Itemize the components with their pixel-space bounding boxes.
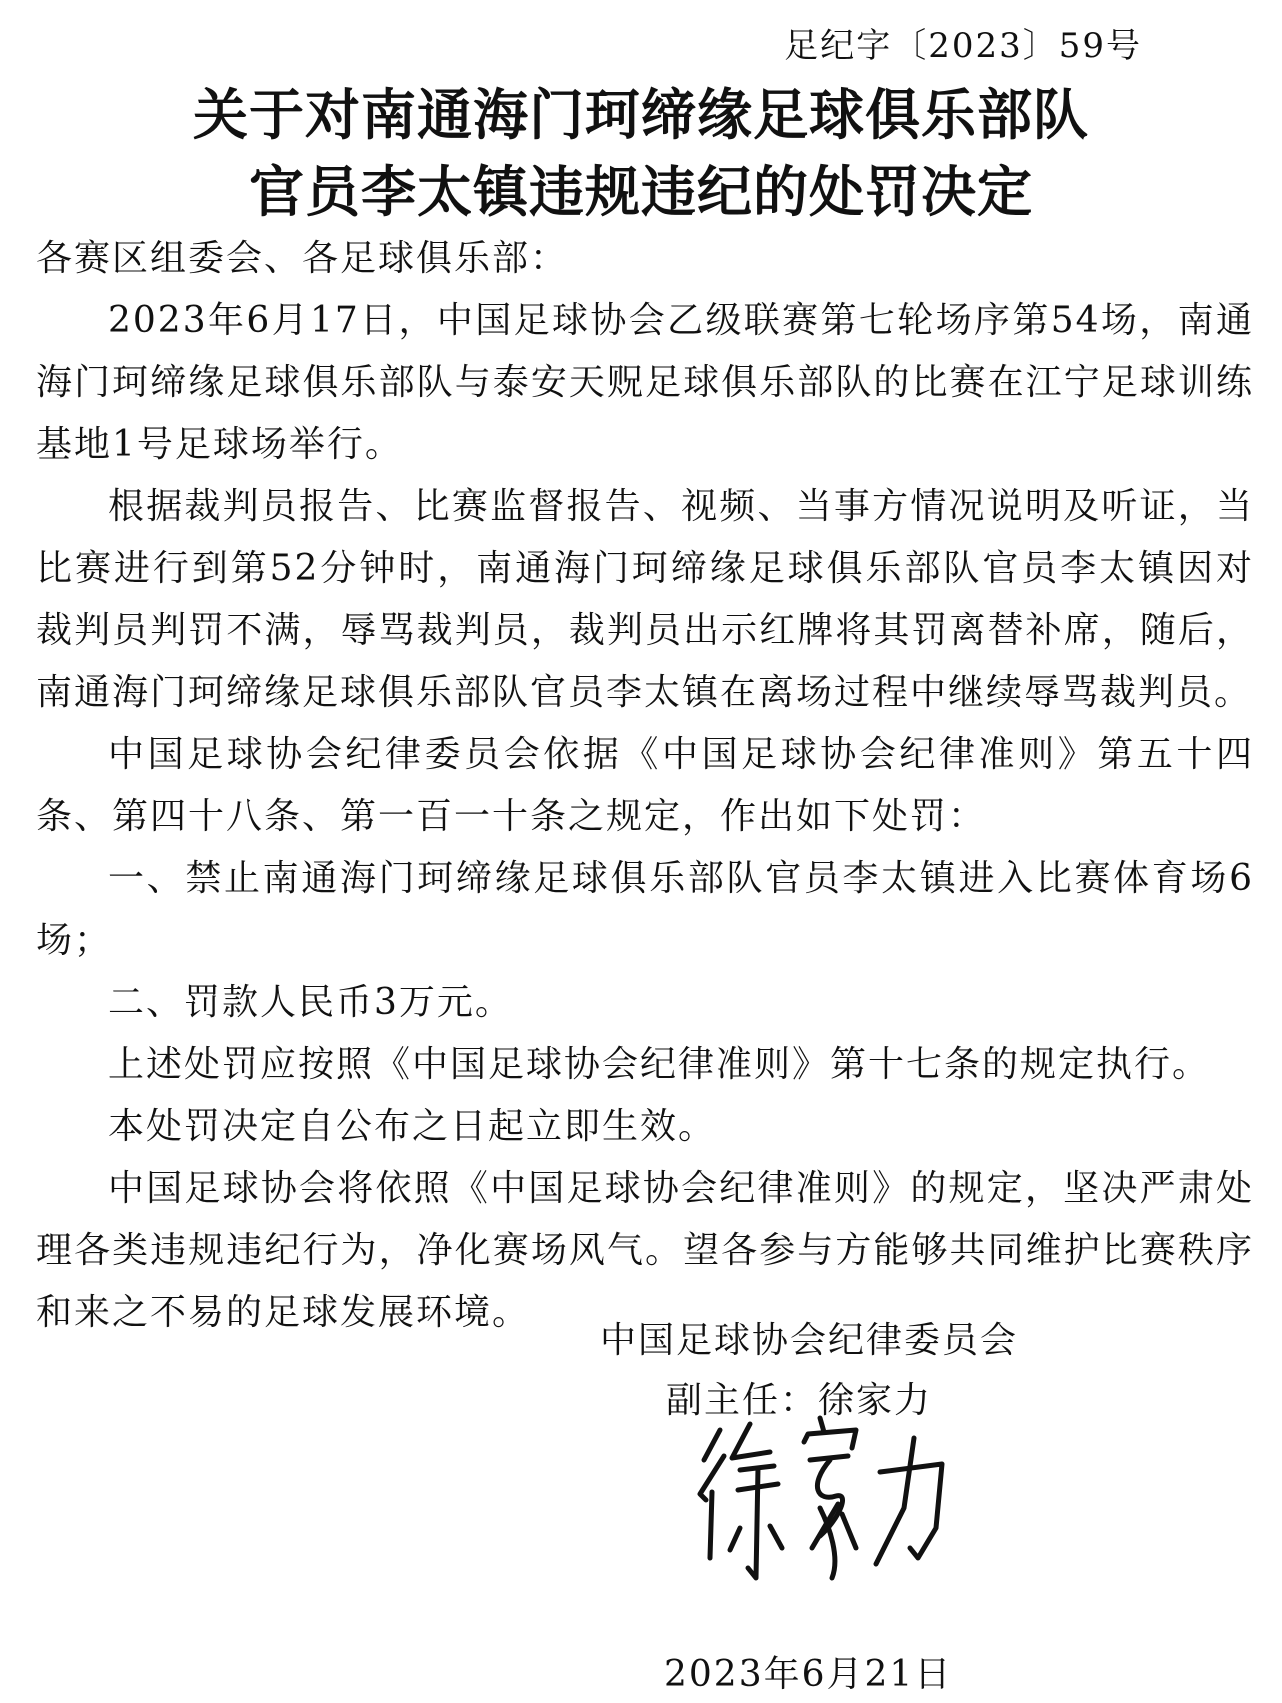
penalty-item-2: 二、罚款人民币3万元。 (108, 982, 513, 1023)
signing-organization: 中国足球协会纪律委员会 (600, 1320, 1019, 1361)
paragraph-basis: 中国足球协会纪律委员会依据《中国足球协会纪律准则》第五十四条、第四十八条、第一百一十条之规定，作出如下处罚： (36, 734, 1254, 837)
signature-date: 2023年6月21日 (664, 1654, 953, 1695)
document-number: 足纪字〔2023〕59号 (784, 26, 1142, 66)
paragraph-match-info: 2023年6月17日，中国足球协会乙级联赛第七轮场序第54场，南通海门珂缔缘足球俱乐部队与泰安天贶足球俱乐部队的比赛在江宁足球训练基地1号足球场举行。 (36, 300, 1254, 465)
paragraph-closing: 中国足球协会将依照《中国足球协会纪律准则》的规定，坚决严肃处理各类违规违纪行为，净化赛场风气。望各参与方能够共同维护比赛秩序和来之不易的足球发展环境。 (36, 1168, 1254, 1333)
document-body (36, 228, 1254, 1344)
document-title-line-2: 官员李太镇违规违纪的处罚决定 (248, 160, 1033, 224)
paragraph-incident: 根据裁判员报告、比赛监督报告、视频、当事方情况说明及听证，当比赛进行到第52分钟时，南通海门珂缔缘足球俱乐部队官员李太镇因对裁判员判罚不满，辱骂裁判员，裁判员出示红牌将其罚离替补席，随后，南通海门珂缔缘足球俱乐部队官员李太镇在离场过程中继续辱骂裁判员。 (36, 486, 1254, 713)
signer-role: 副主任：徐家力 (666, 1380, 933, 1421)
paragraph-execution: 上述处罚应按照《中国足球协会纪律准则》第十七条的规定执行。 (108, 1044, 1211, 1085)
salutation: 各赛区组委会、各足球俱乐部： (36, 238, 569, 279)
penalty-item-1: 一、禁止南通海门珂缔缘足球俱乐部队官员李太镇进入比赛体育场6场； (36, 858, 1254, 961)
document-title-line-1: 关于对南通海门珂缔缘足球俱乐部队 (192, 83, 1089, 147)
handwritten-signature (680, 1408, 960, 1598)
paragraph-effective: 本处罚决定自公布之日起立即生效。 (108, 1106, 717, 1147)
